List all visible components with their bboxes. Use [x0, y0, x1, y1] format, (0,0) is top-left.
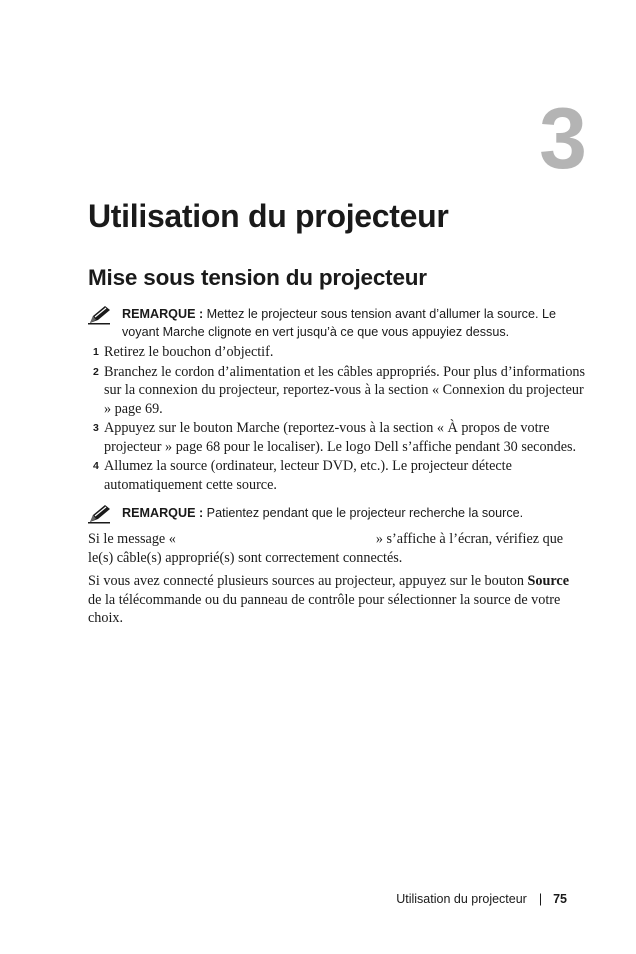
- steps-list: [88, 343, 588, 495]
- list-item: [88, 343, 588, 362]
- para-text-after: de la télécommande ou du panneau de contrôle pour sélectionner la source de votre choix.: [88, 591, 561, 626]
- note-body: Mettez le projecteur sous tension avant d’allumer la source. Le voyant Marche clignote en vert jusqu’à ce que vous appuyiez dessus.: [122, 307, 556, 339]
- pencil-icon: [88, 305, 112, 325]
- chapter-title: Utilisation du projecteur: [88, 198, 449, 234]
- step-text: Retirez le bouchon d’objectif.: [104, 344, 274, 360]
- para-text-after: » s’affiche à l’écran, vérifiez que le(s) câble(s) approprié(s) sont correctement connectés.: [88, 531, 564, 566]
- step-number: 4: [93, 460, 99, 472]
- note-text: [122, 305, 578, 341]
- step-text: Allumez la source (ordinateur, lecteur DVD, etc.). Le projecteur détecte automatiquement cette source.: [104, 458, 512, 493]
- footer-separator: |: [538, 892, 543, 906]
- step-number: 1: [93, 346, 99, 358]
- paragraph-select-source: [88, 572, 573, 628]
- page-number: 75: [553, 892, 567, 906]
- note-body: Patientez pendant que le projecteur recherche la source.: [206, 506, 524, 520]
- step-text: Appuyez sur le bouton Marche (reportez-vous à la section « À propos de votre projecteur » page 68 pour le localiser). Le logo Dell s’affiche pendant 30 secondes.: [104, 420, 577, 455]
- list-item: [88, 419, 588, 456]
- note-remark-2: [88, 504, 578, 522]
- section-title: Mise sous tension du projecteur: [88, 265, 427, 290]
- source-button-name: Source: [527, 573, 570, 589]
- chapter-number: 3: [539, 91, 587, 187]
- list-item: [88, 363, 588, 419]
- note-label: REMARQUE :: [122, 506, 204, 520]
- list-item: [88, 457, 588, 494]
- step-number: 2: [93, 365, 99, 378]
- paragraph-check-cables: [88, 530, 573, 567]
- note-label: REMARQUE :: [122, 307, 204, 321]
- para-text-before: Si vous avez connecté plusieurs sources au projecteur, appuyez sur le bouton: [88, 573, 524, 589]
- para-text-before: Si le message «: [88, 531, 176, 547]
- note-remark-1: [88, 305, 578, 341]
- note-text: [122, 504, 578, 522]
- step-number: 3: [93, 422, 99, 434]
- pencil-icon: [88, 504, 112, 524]
- page-footer: [0, 892, 567, 906]
- step-text: Branchez le cordon d’alimentation et les câbles appropriés. Pour plus d’informations sur la connexion du projecteur, reportez-vous à la section « Connexion du projecteur » page 69.: [104, 363, 586, 417]
- running-title: Utilisation du projecteur: [396, 892, 527, 906]
